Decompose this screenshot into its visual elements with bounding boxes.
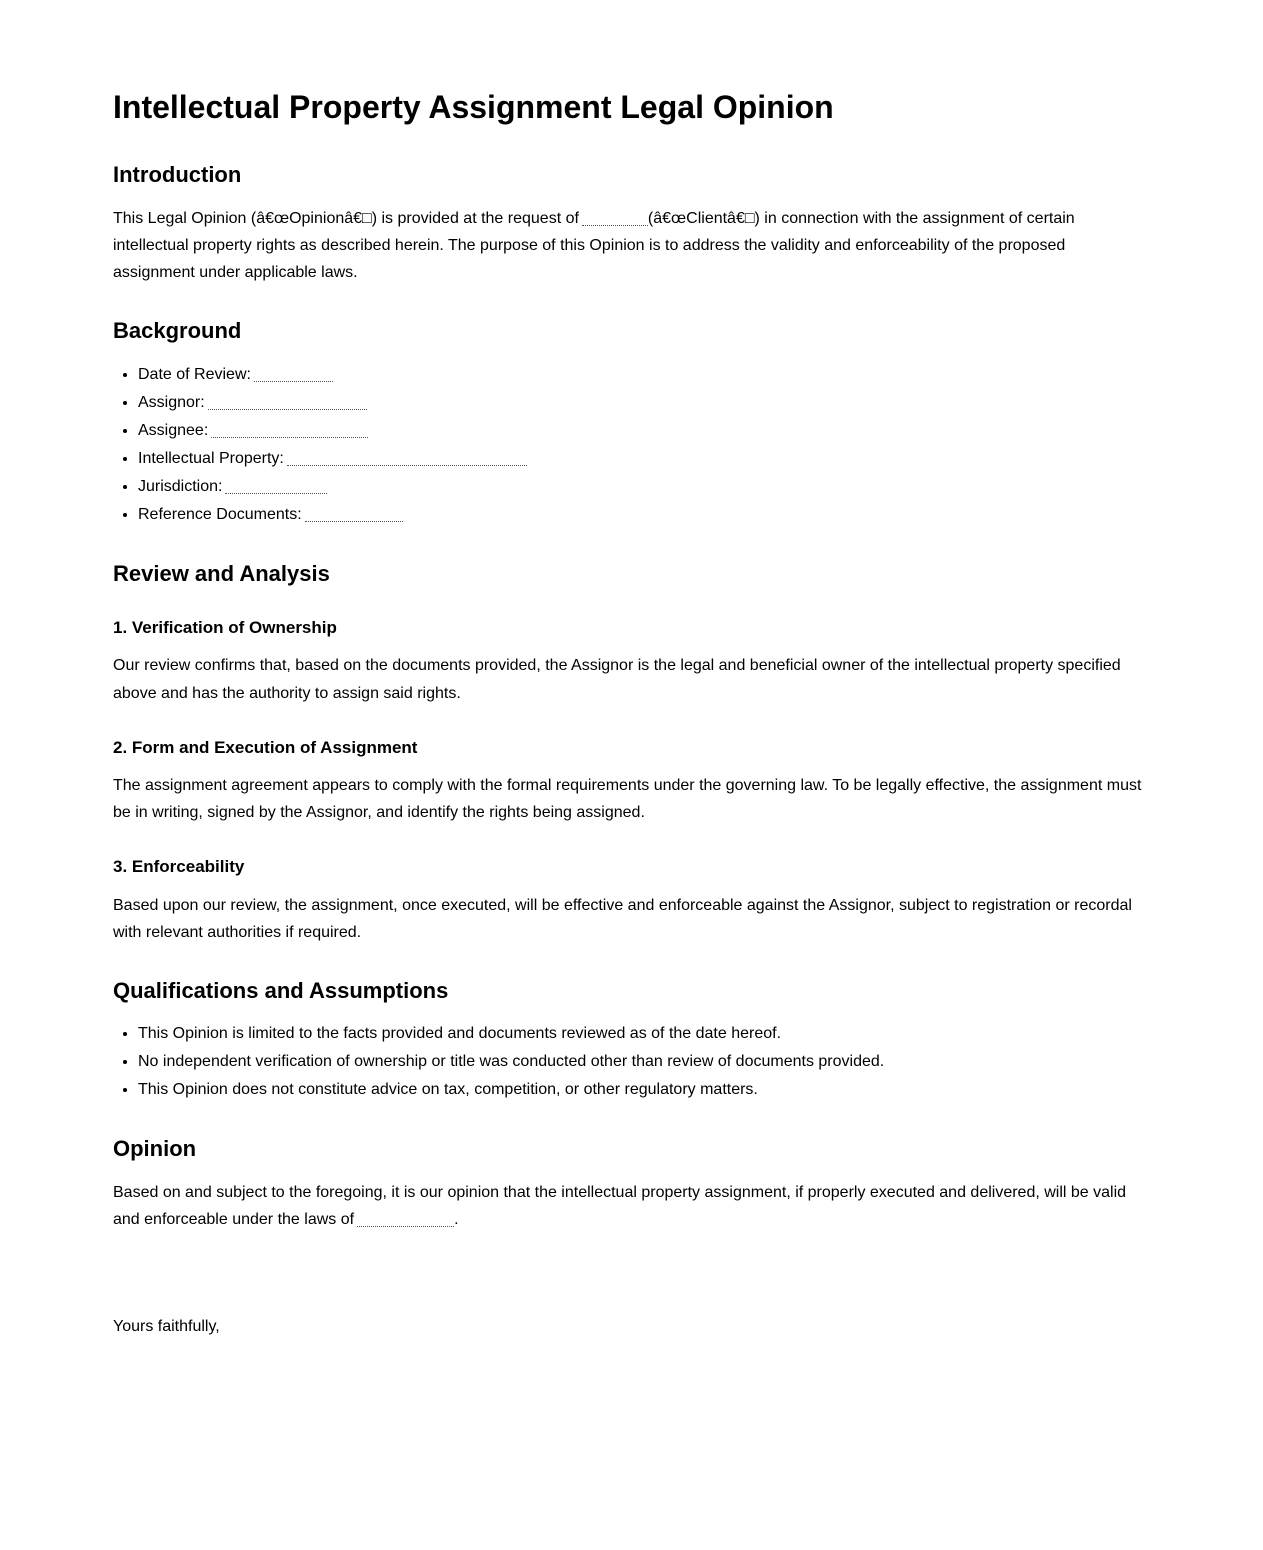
list-item-qualification-1: • This Opinion is limited to the facts provided and documents reviewed as of the date hereof. (138, 1020, 1150, 1048)
section-heading-opinion: Opinion (113, 1136, 197, 1162)
opinion-paragraph (113, 1179, 1150, 1233)
opinion-text-after-blank: . (454, 1210, 459, 1228)
verification-of-ownership-paragraph: Our review confirms that, based on the documents provided, the Assignor is the legal and beneficial owner of the intellectual property specified above and has the authority to assign said rights. (113, 657, 1121, 702)
opinion-text-before-blank: Based on and subject to the foregoing, it is our opinion that the intellectual property assignment, if properly executed and delivered, will be valid and enforceable under the laws of (113, 1183, 1127, 1228)
qualifications-list (113, 1020, 1150, 1104)
client-name-blank-field (582, 211, 648, 226)
item-label: Assignor: (138, 393, 205, 411)
item-label: Assignee: (138, 421, 209, 439)
page-title: Intellectual Property Assignment Legal Opinion (113, 89, 834, 125)
list-item-date-of-review (138, 361, 1150, 389)
subsection-heading-verification-of-ownership: 1. Verification of Ownership (113, 618, 337, 638)
intellectual-property-blank-field (287, 451, 527, 466)
enforceability-paragraph: Based upon our review, the assignment, once executed, will be effective and enforceable against the Assignor, subject to registration or recordal with relevant authorities if required. (113, 896, 1132, 941)
list-item-intellectual-property (138, 445, 1150, 473)
governing-laws-blank-field (357, 1212, 454, 1227)
introduction-paragraph (113, 205, 1150, 287)
assignor-blank-field (208, 395, 367, 410)
list-item-jurisdiction (138, 473, 1150, 501)
list-item-assignee (138, 417, 1150, 445)
intro-text-after-blank: (â€œClientâ€□) in connection with the assignment of certain intellectual property rights as described herein. The purpose of this Opinion is to address the validity and enforceability of the proposed assignment under applicable laws. (113, 209, 1075, 282)
list-item-assignor (138, 389, 1150, 417)
subsection-heading-enforceability: 3. Enforceability (113, 857, 245, 877)
section-heading-qualifications: Qualifications and Assumptions (113, 978, 449, 1003)
background-list (113, 361, 1150, 529)
list-item-qualification-2: • No independent verification of ownership or title was conducted other than review of documents provided. (138, 1048, 1150, 1076)
section-heading-review-and-analysis: Review and Analysis (113, 560, 330, 586)
list-item-qualification-3: • This Opinion does not constitute advice on tax, competition, or other regulatory matters. (138, 1076, 1150, 1104)
item-label: Date of Review: (138, 365, 251, 383)
reference-documents-blank-field (305, 507, 403, 522)
item-label: Intellectual Property: (138, 449, 284, 467)
intro-text-before-blank: This Legal Opinion (â€œOpinionâ€□) is provided at the request of (113, 209, 579, 227)
section-heading-background: Background (113, 318, 242, 344)
assignee-blank-field (211, 423, 368, 438)
item-label: Reference Documents: (138, 505, 302, 523)
jurisdiction-blank-field (225, 479, 327, 494)
item-label: Jurisdiction: (138, 477, 223, 495)
list-item-reference-documents (138, 501, 1150, 529)
subsection-heading-form-and-execution: 2. Form and Execution of Assignment (113, 737, 418, 757)
section-heading-introduction: Introduction (113, 162, 242, 188)
form-and-execution-paragraph: The assignment agreement appears to comply with the formal requirements under the governing law. To be legally effective, the assignment must be in writing, signed by the Assignor, and identify the rights being assigned. (113, 777, 1142, 822)
date-of-review-blank-field (254, 367, 333, 382)
closing-text: Yours faithfully, (113, 1318, 220, 1336)
